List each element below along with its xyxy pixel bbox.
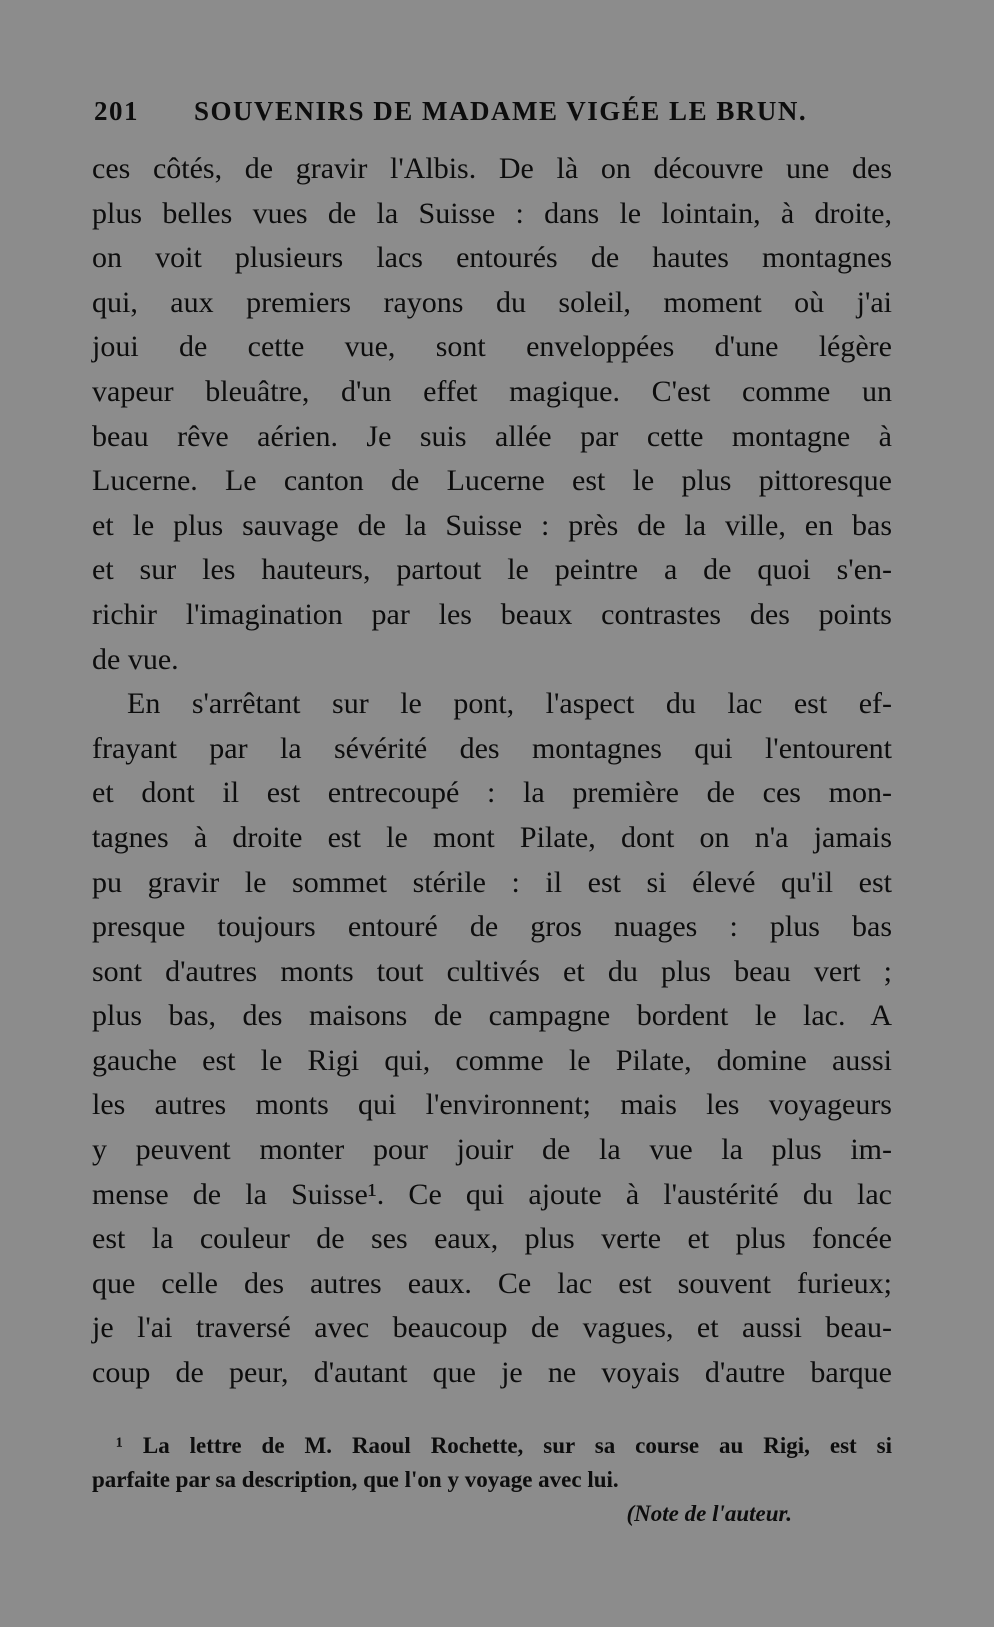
text-line: y peuvent monter pour jouir de la vue la plus im- — [92, 1133, 892, 1167]
text-line: on voit plusieurs lacs entourés de hautes montagnes — [92, 241, 892, 275]
text-line: Lucerne. Le canton de Lucerne est le plus pittoresque — [92, 464, 892, 498]
text-line: et dont il est entrecoupé : la première de ces mon- — [92, 776, 892, 810]
text-line: les autres monts qui l'environnent; mais les voyageurs — [92, 1088, 892, 1122]
text-line: que celle des autres eaux. Ce lac est souvent furieux; — [92, 1266, 892, 1300]
running-title: SOUVENIRS DE MADAME VIGÉE LE BRUN. — [194, 96, 808, 126]
text-line: plus bas, des maisons de campagne bordent le lac. A — [92, 999, 892, 1033]
text-line: je l'ai traversé avec beaucoup de vagues, et aussi beau- — [92, 1311, 892, 1345]
text-line: beau rêve aérien. Je suis allée par cette montagne à — [92, 419, 892, 453]
page-header — [94, 96, 894, 132]
text-line: vapeur bleuâtre, d'un effet magique. C'est comme un — [92, 374, 892, 408]
text-line: coup de peur, d'autant que je ne voyais d'autre barque — [92, 1356, 892, 1390]
text-line: plus belles vues de la Suisse : dans le lointain, à droite, — [92, 196, 892, 230]
body-text — [92, 147, 892, 1396]
text-line: mense de la Suisse¹. Ce qui ajoute à l'austérité du lac — [92, 1177, 892, 1211]
footnote-attribution: (Note de l'auteur. — [626, 1501, 792, 1526]
text-line: presque toujours entouré de gros nuages : plus bas — [92, 910, 892, 944]
text-line: sont d'autres monts tout cultivés et du plus beau vert ; — [92, 954, 892, 988]
text-line: est la couleur de ses eaux, plus verte et plus foncée — [92, 1222, 892, 1256]
footnote-line: ¹ La lettre de M. Raoul Rochette, sur sa course au Rigi, est si — [116, 1433, 892, 1458]
text-line: ces côtés, de gravir l'Albis. De là on découvre une des — [92, 152, 892, 185]
text-line: de vue. — [92, 642, 179, 676]
page-number: 201 — [94, 96, 139, 126]
text-line: et sur les hauteurs, partout le peintre a de quoi s'en- — [92, 553, 892, 587]
footnote-line: parfaite par sa description, que l'on y voyage avec lui. — [92, 1467, 619, 1492]
scan-edge — [994, 0, 1000, 1627]
footnote — [92, 1429, 892, 1531]
text-line: gauche est le Rigi qui, comme le Pilate, domine aussi — [92, 1043, 892, 1077]
text-line: tagnes à droite est le mont Pilate, dont on n'a jamais — [92, 820, 892, 854]
text-line: frayant par la sévérité des montagnes qui l'entourent — [92, 731, 892, 765]
paragraph-start-line: En s'arrêtant sur le pont, l'aspect du lac est ef- — [127, 687, 892, 721]
text-line: joui de cette vue, sont enveloppées d'une légère — [92, 330, 892, 364]
text-line: pu gravir le sommet stérile : il est si élevé qu'il est — [92, 865, 892, 899]
text-line: et le plus sauvage de la Suisse : près de la ville, en bas — [92, 508, 892, 542]
text-line: qui, aux premiers rayons du soleil, moment où j'ai — [92, 285, 892, 319]
text-line: richir l'imagination par les beaux contrastes des points — [92, 597, 892, 631]
